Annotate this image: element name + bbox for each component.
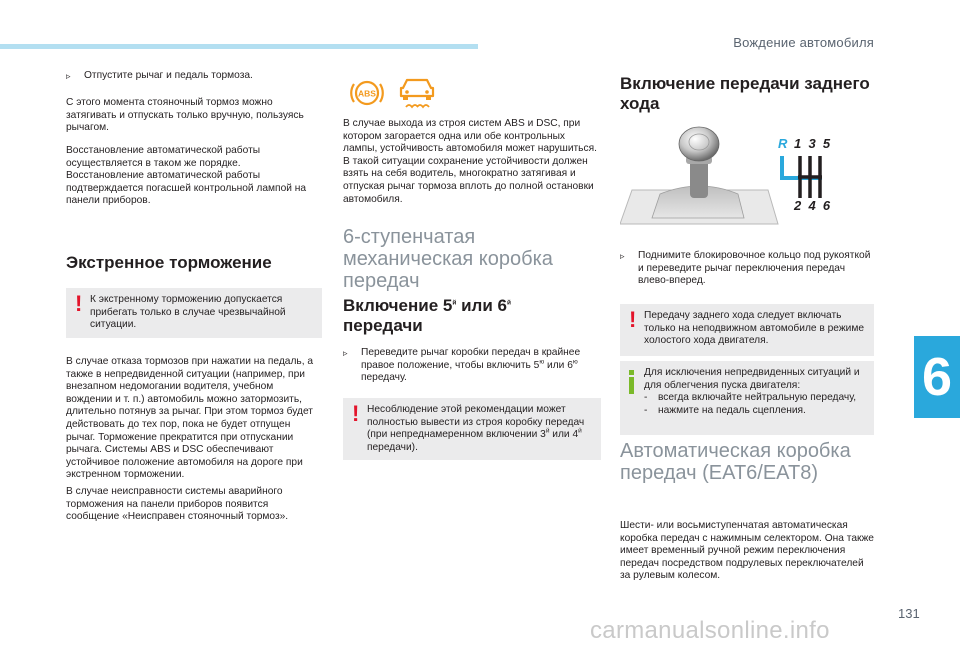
warning-text: Несоблюдение этой рекомендации может полностью вывести из строя коробку передач (при непреднамеренном включении $3^й$ или $4^й$ передачи). bbox=[367, 404, 585, 453]
info-item-text: нажмите на педаль сцепления. bbox=[658, 404, 806, 416]
list-item bbox=[343, 347, 601, 385]
shift-gate-icon bbox=[776, 152, 846, 202]
warning-icon: ! bbox=[629, 307, 637, 332]
watermark: carmanualsonline.info bbox=[590, 617, 830, 644]
list-item bbox=[620, 250, 876, 288]
paragraph: В случае неисправности системы аварийного торможения на панели приборов появится сообщение «Неисправен стояночный тормоз». bbox=[66, 486, 289, 523]
section-heading bbox=[343, 296, 601, 336]
warning-icon: ! bbox=[75, 291, 83, 316]
chapter-section-heading: Автоматическая коробка передач (EAT6/EAT8) bbox=[620, 440, 851, 484]
paragraph: Восстановление автоматической работы осуществляется в таком же порядке. Восстановление автоматической работы подтверждается погасшей контрольной лампой на панели приборов. bbox=[66, 145, 307, 207]
reverse-gear-label: R bbox=[778, 136, 788, 151]
info-list-item: - всегда включайте нейтральную передачу, bbox=[644, 392, 857, 404]
info-intro: Для исключения непредвиденных ситуаций и для облегчения пуска двигателя: bbox=[644, 367, 860, 391]
section-title: Вождение автомобиля bbox=[733, 35, 874, 50]
bullet-marker: ▹ bbox=[66, 71, 71, 81]
warning-note bbox=[343, 398, 601, 460]
heading-text: передачи bbox=[343, 316, 423, 335]
bullet-marker: ▹ bbox=[620, 251, 625, 261]
heading-text: или 6 bbox=[456, 296, 507, 315]
bullet-text: Отпустите рычаг и педаль тормоза. bbox=[84, 70, 253, 81]
gear-lever-illustration bbox=[620, 120, 876, 236]
info-list-item: - нажмите на педаль сцепления. bbox=[644, 404, 806, 416]
gear-numbers-bottom: 2 4 6 bbox=[794, 198, 831, 213]
warning-text: К экстренному торможению допускается прибегать только в случае чрезвычайной ситуации. bbox=[90, 294, 286, 331]
warning-text: Передачу заднего хода следует включать только на неподвижном автомобиле в режиме холостого хода двигателя. bbox=[644, 310, 865, 347]
heading-superscript: й bbox=[452, 299, 457, 307]
bullet-text: Переведите рычаг коробки передач в крайнее правое положение, чтобы включить $5^ю$ или $6^ю$ передачу. bbox=[361, 347, 581, 384]
info-note bbox=[620, 361, 874, 435]
section-heading: Включение передачи заднего хода bbox=[620, 74, 870, 113]
paragraph: В случае отказа тормозов при нажатии на педаль, а также в непредвиденной ситуации (например, при внезапном недомогании водителя, учебном вождении и т. п.) автомобиль можно затормозить, длительно потянув за рычаг. При этом тормоз будет действовать до тех пор, пока не будет отпущен рычаг. Торможение прекратится при отпускании рычага. Системы ABS и DSC обеспечивают устойчивое положение автомобиля на дороге при экстренном торможении. bbox=[66, 356, 314, 481]
heading-superscript: й bbox=[506, 299, 511, 307]
warning-note bbox=[620, 304, 874, 356]
chapter-tab: 6 bbox=[914, 336, 960, 418]
heading-text: Включение 5 bbox=[343, 296, 453, 315]
dsc-icon-wrap bbox=[395, 74, 445, 110]
gear-numbers-top: 1 3 5 bbox=[794, 136, 831, 151]
warning-note bbox=[66, 288, 322, 338]
bullet-text: Поднимите блокировочное кольцо под рукояткой и переведите рычаг переключения передач влево-вперед. bbox=[638, 250, 871, 287]
abs-label: ABS bbox=[358, 88, 376, 99]
paragraph: В случае выхода из строя систем ABS и DSC, при котором загорается одна или обе контрольных лампы, устойчивость автомобиля может нарушиться. В такой ситуации сохранение устойчивости должен взять на себя водитель, многократно затягивая и отпуская рычаг тормоза вплоть до полной остановки автомобиля. bbox=[343, 118, 597, 205]
stability-control-icon bbox=[395, 74, 445, 110]
info-icon bbox=[629, 370, 634, 394]
list-item bbox=[66, 70, 322, 83]
gear-pattern-diagram bbox=[776, 136, 846, 214]
info-item-text: всегда включайте нейтральную передачу, bbox=[658, 392, 857, 404]
header-accent-bar bbox=[0, 44, 478, 49]
paragraph: С этого момента стояночный тормоз можно затягивать и отпускать только вручную, пользуясь рычагом. bbox=[66, 97, 304, 134]
page-number: 131 bbox=[898, 606, 920, 621]
warning-icon: ! bbox=[352, 401, 360, 426]
paragraph: Шести- или восьмиступенчатая автоматическая коробка передач с нажимным селектором. Она также имеет временный ручной режим переключения передач посредством подрулевых переключателей за рулевым колесом. bbox=[620, 520, 874, 582]
bullet-marker: ▹ bbox=[343, 348, 348, 358]
chapter-section-heading: 6-ступенчатая механическая коробка передач bbox=[343, 226, 553, 292]
section-heading: Экстренное торможение bbox=[66, 253, 272, 272]
